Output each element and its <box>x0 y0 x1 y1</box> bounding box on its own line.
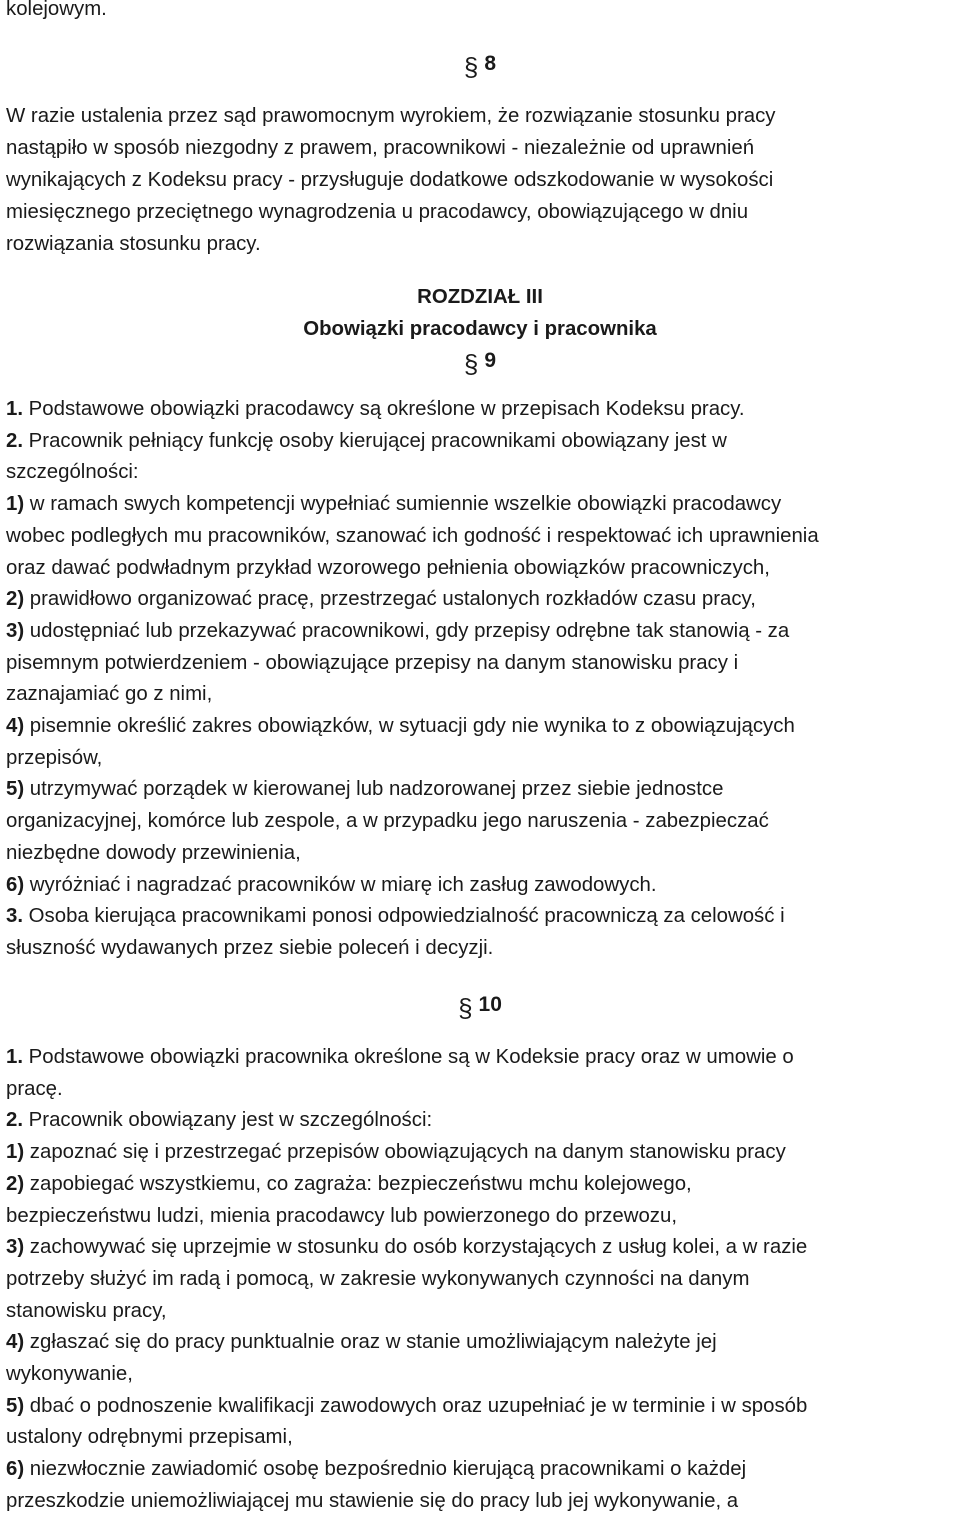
line-text: niezwłocznie zawiadomić osobę bezpośrednio kierującą pracownikami o każdej <box>24 1458 747 1481</box>
line-text: słuszność wydawanych przez siebie poleceń i decyzji. <box>6 936 494 959</box>
line-text: zachowywać się uprzejmie w stosunku do osób korzystających z usług kolei, a w razie <box>24 1236 808 1259</box>
paragraph-line: W razie ustalenia przez sąd prawomocnym wyrokiem, że rozwiązanie stosunku pracy <box>6 105 776 127</box>
line-text: wobec podległych mu pracowników, szanować ich godność i respektować ich uprawnienia <box>6 524 819 547</box>
paragraph-line <box>6 429 727 453</box>
paragraph-line <box>6 682 212 706</box>
item-number: 5) <box>6 778 25 801</box>
line-text: Pracownik pełniący funkcję osoby kierującej pracownikami obowiązany jest w <box>23 429 727 452</box>
paragraph-line: nastąpiło w sposób niezgodny z prawem, pracownikowi - niezależnie od uprawnień <box>6 137 755 159</box>
paragraph-line <box>6 1489 738 1513</box>
paragraph-line <box>6 873 657 897</box>
item-number: 1. <box>6 1046 24 1068</box>
line-text: szczególności: <box>6 461 139 484</box>
line-text: ustalony odrębnymi przepisami, <box>6 1426 293 1449</box>
line-text: pracę. <box>6 1077 63 1100</box>
line-text: Osoba kierująca pracownikami ponosi odpowiedzialność pracowniczą za celowość i <box>23 905 785 928</box>
line-text: potrzeby służyć im radą i pomocą, w zakresie wykonywanych czynności na danym <box>6 1267 750 1290</box>
line-text: wyróżniać i nagradzać pracowników w miarę ich zasług zawodowych. <box>24 873 657 896</box>
item-number: 3. <box>6 905 24 928</box>
paragraph-line <box>6 777 723 801</box>
line-text: pisemnie określić zakres obowiązków, w sytuacji gdy nie wynika to z obowiązujących <box>24 715 795 737</box>
paragraph-line <box>6 1077 63 1101</box>
item-number: 2) <box>6 588 25 611</box>
paragraph-line <box>6 1362 133 1386</box>
line-text: zapobiegać wszystkiemu, co zagraża: bezpieczeństwu mchu kolejowego, <box>24 1172 692 1195</box>
section-symbol: § <box>458 993 473 1023</box>
line-text: prawidłowo organizować pracę, przestrzegać ustalonych rozkładów czasu pracy, <box>24 588 756 611</box>
paragraph-line <box>6 1394 807 1418</box>
paragraph-line <box>6 1235 807 1259</box>
paragraph-line <box>6 714 795 738</box>
line-text: zgłaszać się do pracy punktualnie oraz w stanie umożliwiającym należyte jej <box>24 1331 717 1354</box>
section-number: 9 <box>484 349 497 372</box>
line-text: dbać o podnoszenie kwalifikacji zawodowych oraz uzupełniać je w terminie i w sposób <box>24 1394 808 1417</box>
paragraph-line <box>6 1172 692 1196</box>
paragraph-line <box>6 746 102 770</box>
paragraph-line <box>6 936 493 960</box>
line-text: w ramach swych kompetencji wypełniać sumiennie wszelkie obowiązki pracodawcy <box>24 493 782 516</box>
paragraph-line <box>6 1425 293 1449</box>
item-number: 1) <box>6 493 25 516</box>
line-text: oraz dawać podwładnym przykład wzorowego pełnienia obowiązków pracowniczych, <box>6 556 770 579</box>
paragraph-line <box>6 1457 746 1481</box>
paragraph-line <box>6 1330 717 1354</box>
section-9-heading <box>0 349 960 379</box>
paragraph-line <box>6 1204 677 1228</box>
item-number: 2. <box>6 1109 24 1132</box>
paragraph-line: wynikających z Kodeksu pracy - przysługuje dodatkowe odszkodowanie w wysokości <box>6 169 774 191</box>
item-number: 5) <box>6 1394 25 1417</box>
line-text: zapoznać się i przestrzegać przepisów obowiązujących na danym stanowisku pracy <box>24 1141 786 1164</box>
line-text: zaznajamiać go z nimi, <box>6 683 213 706</box>
chapter-title: Obowiązki pracodawcy i pracownika <box>303 318 657 340</box>
line-text: organizacyjnej, komórce lub zespole, a w przypadku jego naruszenia - zabezpieczać <box>6 810 769 833</box>
section-number: 10 <box>478 993 502 1016</box>
line-text: bezpieczeństwu ludzi, mienia pracodawcy lub powierzonego do przewozu, <box>6 1204 677 1227</box>
item-number: 4) <box>6 715 25 737</box>
line-text: przeszkodzie uniemożliwiającej mu stawienie się do pracy lub jej wykonywanie, a <box>6 1489 739 1512</box>
paragraph-line <box>6 841 301 865</box>
line-text: Podstawowe obowiązki pracodawcy są określone w przepisach Kodeksu pracy. <box>23 398 745 420</box>
paragraph-line <box>6 809 769 833</box>
item-number: 3) <box>6 619 25 642</box>
paragraph-line <box>6 619 789 643</box>
item-number: 1) <box>6 1141 25 1164</box>
item-number: 2. <box>6 429 24 452</box>
item-number: 4) <box>6 1331 25 1354</box>
line-text: wykonywanie, <box>6 1363 133 1385</box>
paragraph-line <box>6 587 756 611</box>
paragraph-line <box>6 556 770 580</box>
chapter-heading: ROZDZIAŁ III <box>417 286 543 308</box>
line-text: stanowisku pracy, <box>6 1299 167 1322</box>
top-fragment: kolejowym. <box>6 0 107 20</box>
paragraph-line: rozwiązania stosunku pracy. <box>6 233 261 255</box>
line-text: utrzymywać porządek w kierowanej lub nadzorowanej przez siebie jednostce <box>24 778 724 801</box>
paragraph-line <box>6 1140 786 1164</box>
paragraph-line <box>6 904 785 928</box>
line-text: udostępniać lub przekazywać pracownikowi, gdy przepisy odrębne tak stanowią - za <box>24 619 790 642</box>
paragraph-line <box>6 492 781 516</box>
item-number: 6) <box>6 873 25 896</box>
paragraph-line <box>6 1299 167 1323</box>
paragraph-line <box>6 651 738 675</box>
section-8-heading <box>0 52 960 82</box>
line-text: niezbędne dowody przewinienia, <box>6 841 301 864</box>
section-10-heading <box>0 993 960 1023</box>
paragraph-line <box>6 1045 794 1069</box>
section-number: 8 <box>484 52 497 75</box>
item-number: 3) <box>6 1236 25 1259</box>
line-text: Pracownik obowiązany jest w szczególności: <box>23 1109 433 1132</box>
line-text: Podstawowe obowiązki pracownika określone są w Kodeksie pracy oraz w umowie o <box>23 1046 794 1068</box>
item-number: 1. <box>6 398 24 420</box>
line-text: pisemnym potwierdzeniem - obowiązujące przepisy na danym stanowisku pracy i <box>6 651 739 674</box>
paragraph-line <box>6 460 139 484</box>
paragraph-line: miesięcznego przeciętnego wynagrodzenia u pracodawcy, obowiązującego w dniu <box>6 201 749 223</box>
section-symbol: § <box>463 52 479 82</box>
paragraph-line <box>6 524 819 548</box>
paragraph-line <box>6 1267 749 1291</box>
item-number: 6) <box>6 1458 25 1481</box>
paragraph-line <box>6 1108 432 1132</box>
item-number: 2) <box>6 1172 25 1195</box>
section-symbol: § <box>463 349 479 379</box>
paragraph-line <box>6 397 745 421</box>
line-text: przepisów, <box>6 746 103 769</box>
